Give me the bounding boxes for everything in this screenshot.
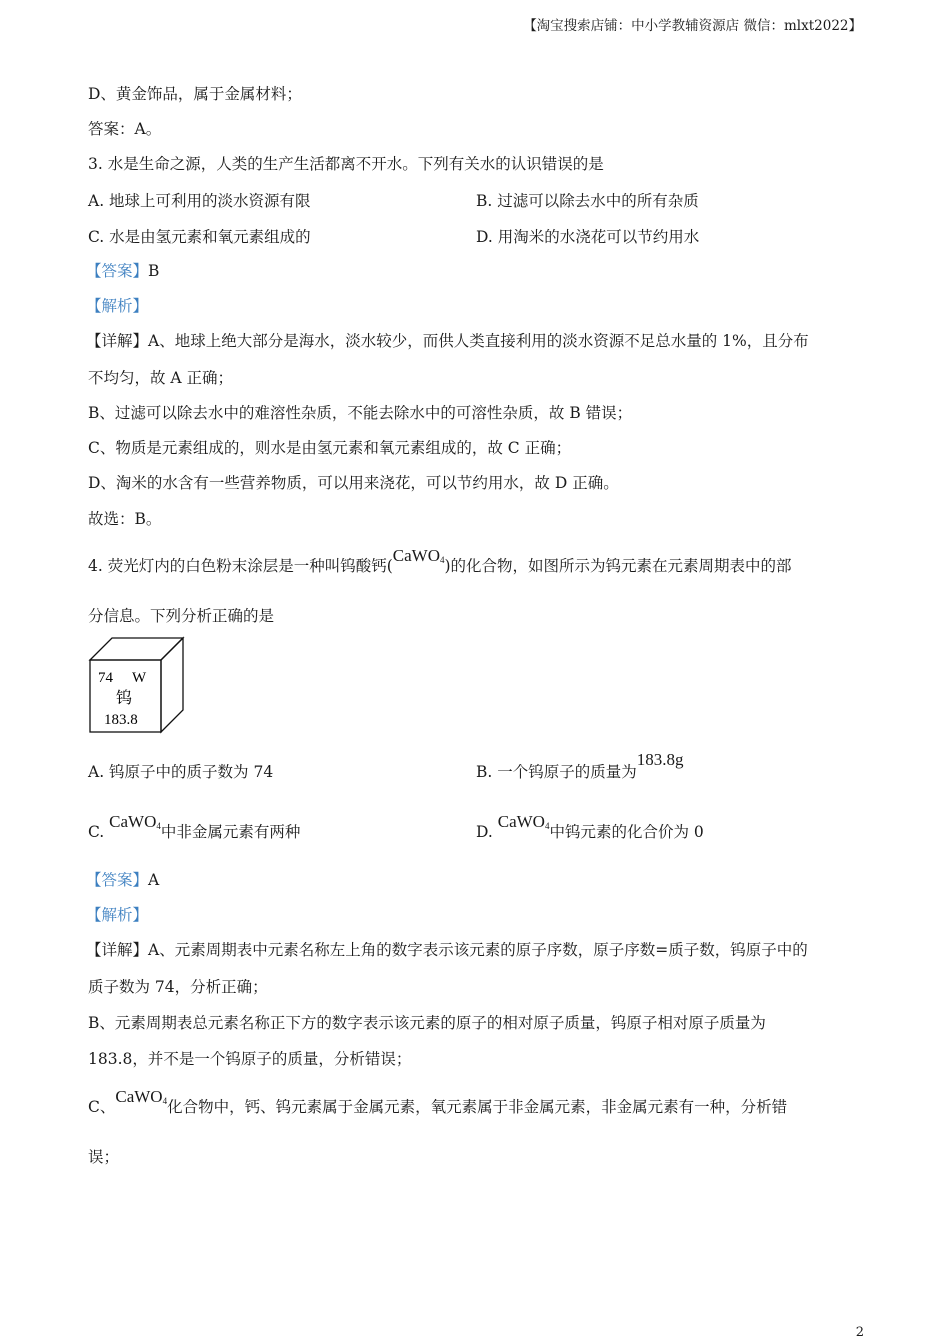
chemical-formula [115,1087,167,1106]
q4-detail-line: 误； [88,1148,120,1166]
detail-text: A、元素周期表中元素名称左上角的数字表示该元素的原子序数，原子序数=质子数，钨原子中的 [148,941,808,959]
formula-base: CaWO [115,1087,163,1106]
chemical-formula [109,812,161,831]
option-text: B. 一个钨原子的质量为 [476,763,637,781]
chemical-formula [498,812,550,831]
option-prefix: D. [476,823,498,841]
card-top-face [90,638,183,660]
header-shop-text: 【淘宝搜索店铺：中小学教辅资源店 微信：mlxt2022】 [523,18,862,34]
question-3: 3. 水是生命之源，人类的生产生活都离不开水。下列有关水的认识错误的是 [88,155,604,173]
answer-value: B [148,262,160,280]
answer-tag: 【答案】 [86,262,149,280]
q3-detail-line: D、淘米的水含有一些营养物质，可以用来浇花，可以节约用水，故 D 正确。 [88,474,619,492]
q3-detail-line: 不均匀，故 A 正确； [88,369,234,387]
page-number: 2 [855,1325,864,1340]
q4-option-a: A. 钨原子中的质子数为 74 [88,763,274,781]
q4-option-b [476,750,684,782]
q4-answer [86,868,159,890]
answer-value: A [148,871,160,889]
q4-option-c [88,812,301,842]
detail-tag: 【详解】 [86,332,149,350]
atomic-number: 74 [98,670,113,686]
answer-tag: 【答案】 [86,871,149,889]
element-card-tungsten [88,636,188,736]
q4-text-line: 分信息。下列分析正确的是 [88,607,275,625]
q3-answer [86,259,159,281]
q3-analysis-tag: 【解析】 [86,297,149,315]
element-symbol: W [132,670,147,686]
q4-option-d [476,812,704,842]
card-side-face [161,638,183,732]
detail-prefix: C、 [88,1098,116,1116]
q4-detail-line: B、元素周期表总元素名称正下方的数字表示该元素的原子的相对原子质量，钨原子相对原子质量为 [88,1014,766,1032]
q3-option-a: A. 地球上可利用的淡水资源有限 [88,192,311,210]
q4-detail-line: 质子数为 74，分析正确； [88,978,268,996]
question-4 [88,546,792,576]
element-name: 钨 [116,688,133,707]
chemical-formula [393,546,445,565]
text-line: 答案：A。 [88,120,162,138]
formula-subscript: 4 [439,555,445,565]
q4-detail-line [86,938,808,960]
q4-analysis-tag: 【解析】 [86,906,149,924]
option-text: 中非金属元素有两种 [160,823,301,841]
q3-detail-line: 故选：B。 [88,510,162,528]
formula-base: CaWO [392,546,440,565]
option-prefix: C. [88,823,110,841]
q3-detail-line [86,329,809,351]
formula-subscript: 4 [544,821,550,831]
detail-text: A、地球上绝大部分是海水，淡水较少，而供人类直接利用的淡水资源不足总水量的 1%，且分布 [148,332,809,350]
q4-detail-line [88,1087,788,1117]
atomic-mass: 183.8 [104,712,138,728]
q3-detail-line: C、物质是元素组成的，则水是由氢元素和氧元素组成的，故 C 正确； [88,439,572,457]
formula-base: CaWO [497,812,545,831]
formula-subscript: 4 [162,1096,168,1106]
q3-option-b: B. 过滤可以除去水中的所有杂质 [476,192,699,210]
formula-subscript: 4 [156,821,161,831]
q3-option-c: C. 水是由氢元素和氧元素组成的 [88,228,311,246]
mass-value: 183.8g [636,750,684,769]
text-line: D、黄金饰品，属于金属材料； [88,85,302,103]
q4-text-part: 4. 荧光灯内的白色粉末涂层是一种叫钨酸钙( [88,557,393,575]
q4-detail-line: 183.8，并不是一个钨原子的质量，分析错误； [88,1050,412,1068]
option-text: 中钨元素的化合价为 0 [549,823,704,841]
detail-tag: 【详解】 [86,941,149,959]
q3-detail-line: B、过滤可以除去水中的难溶性杂质，不能去除水中的可溶性杂质，故 B 错误； [88,404,633,422]
q3-option-d: D. 用淘米的水浇花可以节约用水 [476,228,700,246]
formula-base: CaWO [109,812,157,831]
q4-text-part: )的化合物，如图所示为钨元素在元素周期表中的部 [444,557,792,575]
detail-text: 化合物中，钙、钨元素属于金属元素，氧元素属于非金属元素，非金属元素有一种，分析错 [167,1098,788,1116]
